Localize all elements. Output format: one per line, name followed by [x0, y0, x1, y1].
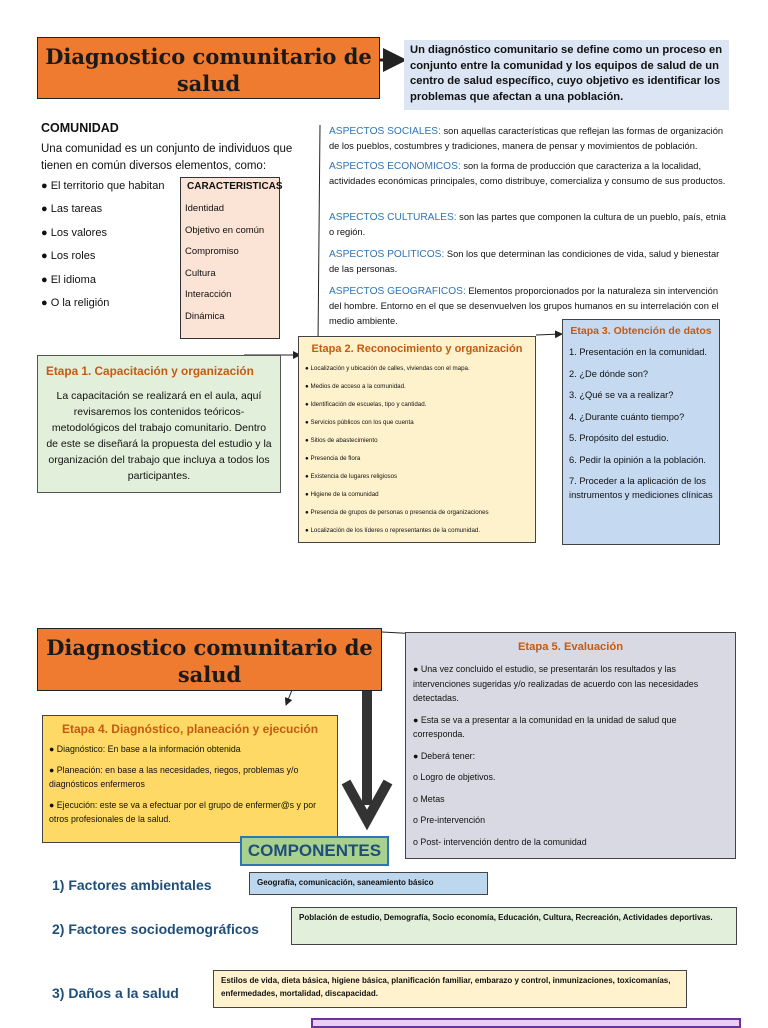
arrow-stage2-stage3 — [536, 334, 562, 335]
list-item: ● Los roles — [41, 250, 96, 263]
list-item: ● Existencia de lugares religiosos — [305, 473, 398, 480]
main-title-box — [37, 37, 380, 99]
aspect-social: ASPECTOS SOCIALES: son aquellas características que reflejan las formas de organización de los pueblos, costumbres y tradiciones, manera de pensar y movimientos de población. — [329, 126, 724, 151]
list-item: ● Localización y ubicación de calles, viviendas con el mapa. — [305, 365, 470, 372]
stage3-title: Etapa 3. Obtención de datos — [570, 325, 712, 337]
list-item: Compromiso — [185, 246, 239, 258]
components-title: COMPONENTES — [240, 836, 389, 866]
list-item: ● O la religión — [41, 296, 110, 309]
main-title: Diagnostico comunitario de salud — [45, 44, 372, 96]
factor-health-damage-detail: Estilos de vida, dieta básica, higiene básica, planificación familiar, embarazo y control, inmunizaciones, toxicomanías, enfermedades, mortalidad, discapacidad. — [213, 970, 687, 1008]
stage1-text: La capacitación se realizará en el aula, aquí revisaremos los contenidos teóricos-metodológicos del trabajo comunitario. Dentro de este se diseñará la propuesta del estudio y la organización del trabajo que incluya a todos los participantes. — [46, 390, 272, 482]
list-item: 6. Pedir la opinión a la población. — [569, 454, 706, 465]
aspect-cultural: ASPECTOS CULTURALES: son las partes que componen la cultura de un pueblo, país, etnia o región. — [329, 212, 726, 237]
definition-text: Un diagnóstico comunitario se define como un proceso en conjunto entre la comunidad y los equipos de salud de un centro de salud específico, cuyo objetivo es identificar los problemas que afectan a una población. — [410, 44, 723, 103]
characteristics-box — [180, 177, 283, 339]
list-item: 3. ¿Qué se va a realizar? — [569, 390, 674, 400]
list-item: ● Higiene de la comunidad — [305, 491, 379, 498]
community-heading: COMUNIDAD — [41, 121, 119, 135]
stage2-title: Etapa 2. Reconocimiento y organización — [311, 343, 523, 355]
second-title: Diagnostico comunitario de salud — [46, 635, 373, 687]
list-item: ● Presencia de flora — [305, 455, 361, 462]
list-item: ● Deberá tener: — [413, 750, 476, 761]
aspect-geographic: ASPECTOS GEOGRAFICOS: Elementos proporcionados por la naturaleza sin intervención del hombre. Entorno en el que se desenvuelven los grupos humanos en su interrelación con el medio ambiente. — [329, 286, 719, 326]
list-item: 5. Propósito del estudio. — [569, 433, 669, 443]
list-item: ● Las tareas — [41, 203, 103, 216]
community-elements-list — [41, 180, 181, 320]
list-item: ● El territorio que habitan — [41, 180, 165, 192]
list-item: ● Presencia de grupos de personas o presencia de organizaciones — [305, 509, 489, 516]
list-item: ● Una vez concluido el estudio, se presentarán los resultados y las intervenciones sugeridas y/o realizadas de acuerdo con las necesidades detectadas. — [413, 664, 699, 703]
stage4-box — [42, 715, 338, 843]
factor-sociodemographic-label: 2) Factores sociodemográficos — [52, 921, 259, 937]
definition-box — [404, 40, 729, 110]
list-item: ● El idioma — [41, 273, 96, 286]
characteristics-title: CARACTERISTICAS — [187, 181, 283, 192]
list-item: 2. ¿De dónde son? — [569, 368, 649, 379]
list-item: Dinámica — [185, 310, 225, 322]
bottom-partial-box — [311, 1018, 741, 1028]
list-item: Interacción — [185, 289, 232, 301]
stage1-box — [37, 355, 281, 493]
list-item: o Pre-intervención — [413, 815, 486, 825]
factor-environmental-label: 1) Factores ambientales — [52, 877, 212, 893]
aspect-economic: ASPECTOS ECONOMICOS: son la forma de producción que caracteriza a la localidad, actividades económicas principales, como distribuye, comercializa y consumo de sus productos. — [329, 161, 726, 186]
factor-environmental-detail: Geografía, comunicación, saneamiento básico — [249, 872, 488, 895]
list-item: ● Medios de acceso a la comunidad. — [305, 383, 406, 390]
second-title-box — [37, 628, 382, 691]
list-item: ● Localización de los líderes o representantes de la comunidad. — [305, 527, 481, 534]
stage3-box — [562, 319, 720, 545]
list-item: Objetivo en común — [185, 224, 265, 236]
factor-health-damage-label: 3) Daños a la salud — [52, 985, 179, 1001]
list-item: ● Planeación: en base a las necesidades, riegos, problemas y/o diagnósticos enfermeros — [49, 764, 299, 789]
aspect-political: ASPECTOS POLITICOS: Son los que determinan las condiciones de vida, salud y bienestar de las personas. — [329, 249, 720, 274]
list-item: Identidad — [185, 203, 225, 214]
arrow-title-stage4 — [286, 690, 292, 705]
stage5-title: Etapa 5. Evaluación — [517, 641, 624, 653]
list-item: o Logro de objetivos. — [413, 772, 496, 782]
list-item: o Metas — [413, 793, 445, 804]
list-item: 4. ¿Durante cuánto tiempo? — [569, 411, 685, 422]
stage2-box — [298, 336, 536, 543]
list-item: ● Diagnóstico: En base a la información obtenida — [49, 744, 241, 754]
community-text: Una comunidad es un conjunto de individuos que tienen en común diversos elementos, como: — [41, 143, 293, 172]
list-item: ● Ejecución: este se va a efectuar por el grupo de enfermer@s y por otros profesionales de la salud. — [49, 799, 317, 824]
list-item: ● Los valores — [41, 226, 107, 239]
stage5-box — [405, 632, 736, 859]
list-item: ● Sitios de abastecimiento — [305, 437, 378, 444]
factor-sociodemographic-detail: Población de estudio, Demografía, Socio economía, Educación, Cultura, Recreación, Actividades deportivas. — [291, 907, 737, 945]
stage4-title: Etapa 4. Diagnóstico, planeación y ejecución — [61, 722, 319, 736]
list-item: ● Identificación de escuelas, tipo y cantidad. — [305, 401, 427, 408]
list-item: o Post- intervención dentro de la comunidad — [413, 836, 587, 847]
stage1-title: Etapa 1. Capacitación y organización — [46, 364, 254, 378]
list-item: ● Esta se va a presentar a la comunidad en la unidad de salud que corresponda. — [413, 714, 677, 739]
list-item: ● Servicios públicos con los que cuenta — [305, 419, 414, 426]
arrow-aspects-stage2 — [318, 125, 320, 344]
list-item: 7. Proceder a la aplicación de los instrumentos y mediciones clínicas — [569, 476, 713, 500]
list-item: 1. Presentación en la comunidad. — [569, 347, 707, 357]
list-item: Cultura — [185, 267, 216, 279]
